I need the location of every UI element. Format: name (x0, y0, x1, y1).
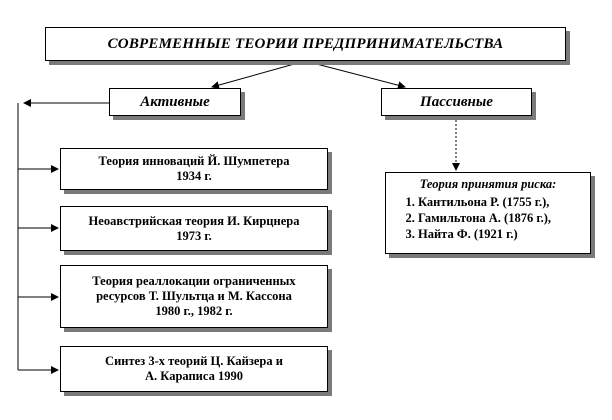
category-active (109, 88, 241, 116)
theory-line: ресурсов Т. Шультца и М. Кассона (96, 289, 292, 303)
category-active-label: Активные (140, 94, 210, 110)
theory-schumpeter (60, 148, 328, 190)
theory-line: Неоавстрийская теория И. Кирцнера (88, 213, 300, 228)
diagram-title (45, 27, 566, 61)
theory-line: Теория реаллокации ограниченных (92, 274, 296, 288)
arrow-title-to-active (212, 61, 305, 87)
category-passive (381, 88, 532, 116)
theory-kirzner (60, 206, 328, 251)
risk-theory-heading: Теория принятия риска: (419, 177, 557, 191)
diagram-title-text: СОВРЕМЕННЫЕ ТЕОРИИ ПРЕДПРИНИМАТЕЛЬСТВА (107, 36, 504, 52)
risk-theory-list (394, 194, 551, 243)
theory-line: Синтез 3-х теорий Ц. Кайзера и (105, 354, 283, 368)
theory-line: Теория инноваций Й. Шумпетера (98, 154, 290, 168)
arrow-title-to-passive (305, 61, 405, 87)
theory-line: 1973 г. (176, 228, 212, 243)
theory-synthesis (60, 346, 328, 392)
theory-schultz-casson (60, 265, 328, 328)
list-item: 3. Найта Ф. (1921 г.) (418, 227, 551, 242)
risk-theory-box (385, 172, 591, 254)
category-passive-label: Пассивные (420, 94, 493, 110)
list-item: 2. Гамильтона А. (1876 г.), (418, 211, 551, 226)
list-item: 1. Кантильона Р. (1755 г.), (418, 195, 551, 210)
theory-line: А. Караписа 1990 (145, 369, 243, 383)
theory-line: 1980 г., 1982 г. (155, 304, 233, 318)
theory-line: 1934 г. (176, 169, 212, 183)
